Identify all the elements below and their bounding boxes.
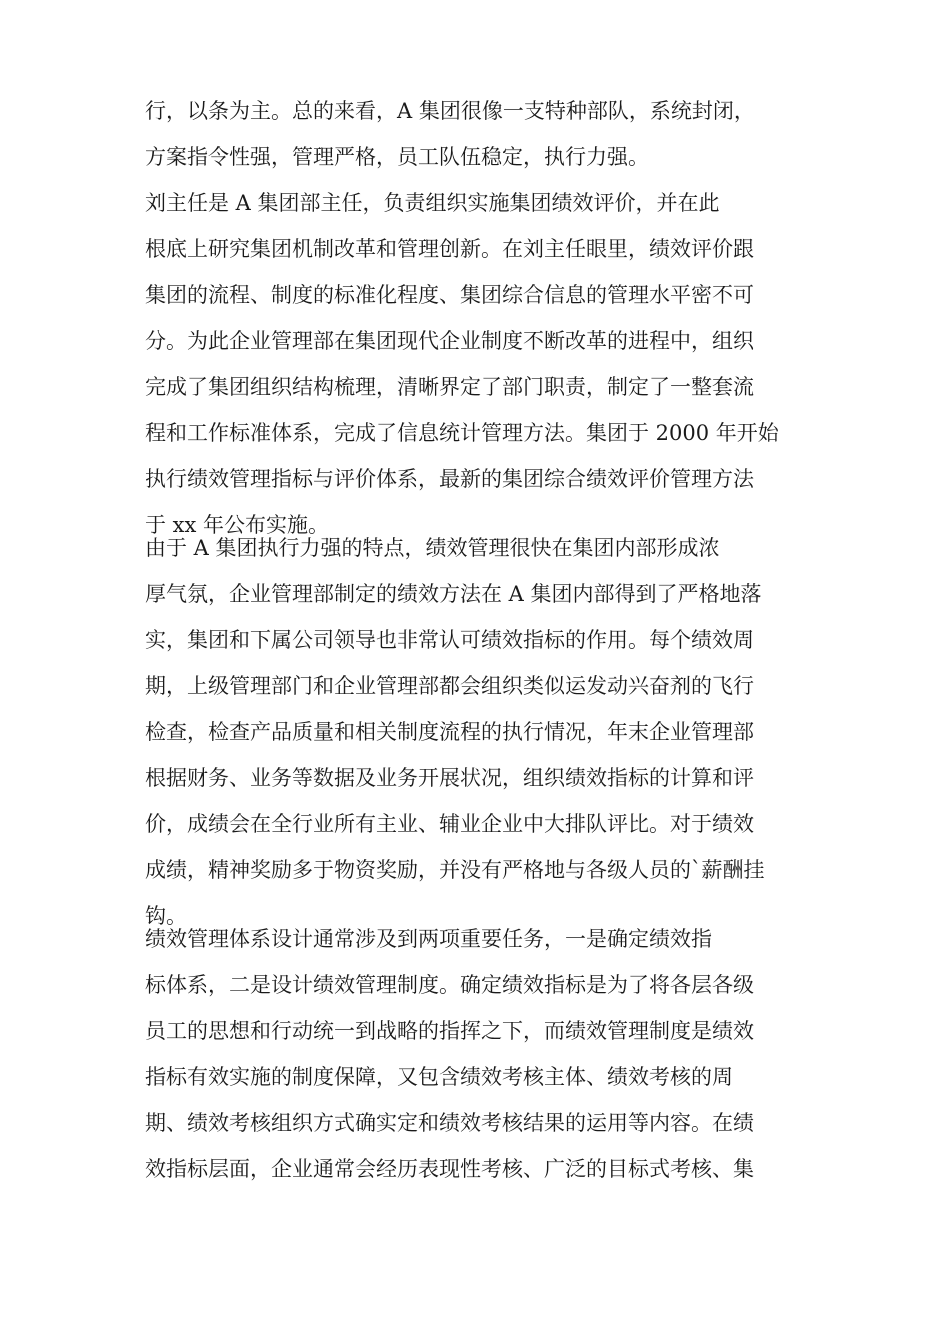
text-line: 完成了集团组织结构梳理，清晰界定了部门职责，制定了一整套流 [145,375,754,399]
text-line: 标体系，二是设计绩效管理制度。确定绩效指标是为了将各层各级 [145,973,754,997]
text-line: 检查，检查产品质量和相关制度流程的执行情况，年末企业管理部 [145,720,754,744]
text-line: 指标有效实施的制度保障，又包含绩效考核主体、绩效考核的周 [145,1065,733,1089]
paragraph-4 [145,916,810,1192]
text-line: 于 xx 年公布实施。 [145,513,330,537]
text-line: 厚气氛，企业管理部制定的绩效方法在 A 集团内部得到了严格地落 [145,582,762,606]
text-line: 成绩，精神奖励多于物资奖励，并没有严格地与各级人员的`薪酬挂 [145,858,765,882]
paragraph-1 [145,88,810,180]
text-line: 根底上研究集团机制改革和管理创新。在刘主任眼里，绩效评价跟 [145,237,754,261]
text-line: 执行绩效管理指标与评价体系，最新的集团综合绩效评价管理方法 [145,467,754,491]
text-line: 实，集团和下属公司领导也非常认可绩效指标的作用。每个绩效周 [145,628,754,652]
text-line: 集团的流程、制度的标准化程度、集团综合信息的管理水平密不可 [145,283,754,307]
text-line: 效指标层面，企业通常会经历表现性考核、广泛的目标式考核、集 [145,1157,754,1181]
text-line: 绩效管理体系设计通常涉及到两项重要任务，一是确定绩效指 [145,927,712,951]
text-line: 员工的思想和行动统一到战略的指挥之下，而绩效管理制度是绩效 [145,1019,754,1043]
paragraph-3 [145,525,810,939]
text-line: 由于 A 集团执行力强的特点，绩效管理很快在集团内部形成浓 [145,536,720,560]
text-line: 方案指令性强，管理严格，员工队伍稳定，执行力强。 [145,145,649,169]
text-line: 根据财务、业务等数据及业务开展状况，组织绩效指标的计算和评 [145,766,754,790]
text-line: 钩。 [145,904,187,928]
text-line: 刘主任是 A 集团部主任，负责组织实施集团绩效评价，并在此 [145,191,720,215]
text-line: 价，成绩会在全行业所有主业、辅业企业中大排队评比。对于绩效 [145,812,754,836]
text-line: 期、绩效考核组织方式确实定和绩效考核结果的运用等内容。在绩 [145,1111,754,1135]
text-line: 分。为此企业管理部在集团现代企业制度不断改革的进程中，组织 [145,329,754,353]
text-line: 程和工作标准体系，完成了信息统计管理方法。集团于 2000 年开始 [145,421,779,445]
text-line: 期，上级管理部门和企业管理部都会组织类似运发动兴奋剂的飞行 [145,674,754,698]
text-line: 行，以条为主。总的来看，A 集团很像一支特种部队，系统封闭， [145,99,755,123]
paragraph-2 [145,180,810,548]
